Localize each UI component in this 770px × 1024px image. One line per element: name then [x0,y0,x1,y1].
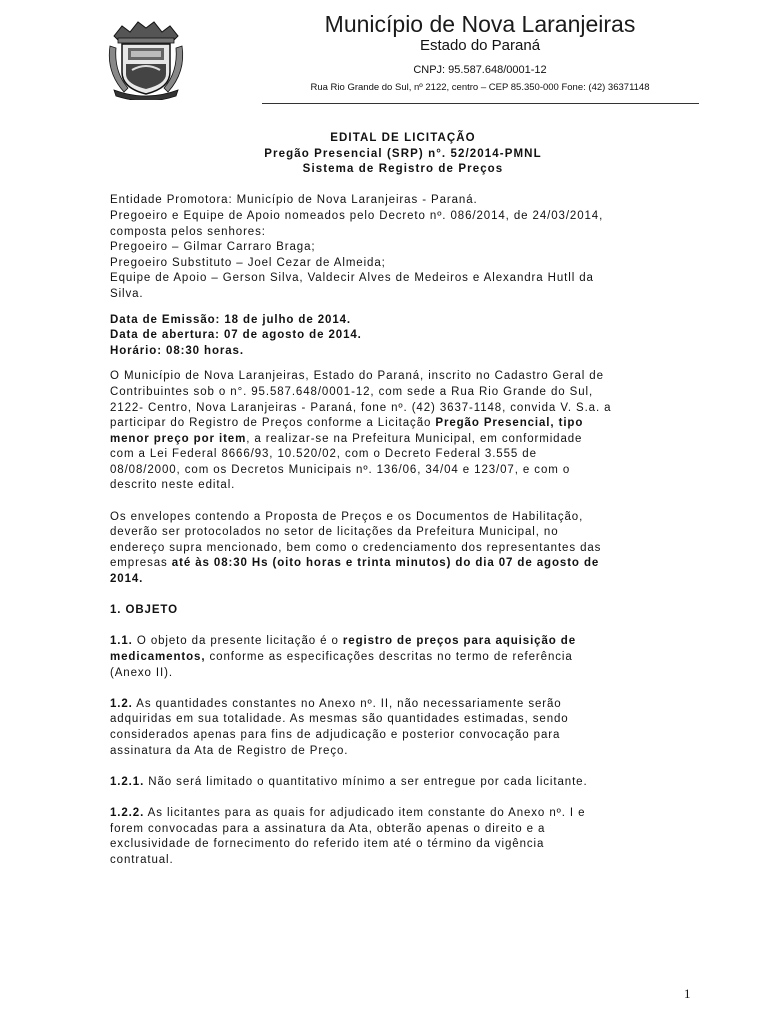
text-run: , a realizar-se na Prefeitura Municipal, em conformidade [246,432,583,445]
text-run: participar do Registro de Preços conforme a Licitação [110,417,436,430]
intro-line: composta pelos senhores: [110,225,266,238]
municipality-title: Município de Nova Laranjeiras [324,11,636,37]
clause-number: 1.2.2. [110,806,145,819]
bold-run: Pregão Presencial, tipo [435,417,584,430]
document-body [110,131,696,868]
intro-line: Pregoeiro – Gilmar Carraro Braga; [110,241,316,254]
bold-run: menor preço por item [110,432,247,445]
paragraph-line: assinatura da Ata de Registro de Preço. [110,744,349,757]
text-run: As licitantes para as quais for adjudicado item constante do Anexo nº. I e [144,806,586,819]
cnpj-text: CNPJ: 95.587.648/0001-12 [413,64,547,76]
page-number: 1 [684,986,691,1001]
paragraph-line: (Anexo II). [110,666,173,679]
paragraph-line: Os envelopes contendo a Proposta de Preços e os Documentos de Habilitação, [110,510,584,523]
letterhead [0,0,770,110]
bold-run: registro de preços para aquisição de [342,635,577,648]
opening-date: Data de abertura: 07 de agosto de 2014. [110,329,362,342]
intro-line: Silva. [110,287,144,300]
paragraph-line [110,416,696,432]
paragraph-line: descrito neste edital. [110,479,236,492]
invitation-paragraph [110,369,696,494]
address-text: Rua Rio Grande do Sul, nº 2122, centro – CEP 85.350-000 Fone: (42) 36371148 [310,82,650,93]
paragraph-line: exclusividade de fornecimento do referido item até o término da vigência [110,838,545,851]
heading-line-3: Sistema de Registro de Preços [302,163,504,176]
text-run: As quantidades constantes no Anexo nº. II, não necessariamente serão [132,697,562,710]
opening-time: Horário: 08:30 horas. [110,344,244,357]
intro-line: Pregoeiro Substituto – Joel Cezar de Almeida; [110,256,386,269]
paragraph-line: 2014. [110,573,144,586]
clause-number: 1.2.1. [110,775,145,788]
municipal-coat-of-arms-icon [104,14,188,100]
paragraph-line: forem convocadas para a assinatura da Ata, obterão apenas o direito e a [110,822,546,835]
clause-1-1 [110,634,696,681]
paragraph-line: endereço supra mencionado, bem como o credenciamento dos representantes das [110,541,602,554]
paragraph-line: 08/08/2000, com os Decretos Municipais nº. 136/06, 34/04 e 123/07, e com o [110,463,571,476]
emission-date: Data de Emissão: 18 de julho de 2014. [110,313,352,326]
paragraph-line [110,697,696,713]
paragraph-line: 2122- Centro, Nova Laranjeiras - Paraná, fone nº. (42) 3637-1148, convida V. S.a. a [110,401,612,414]
clause-1-2 [110,697,696,759]
paragraph-line: com a Lei Federal 8666/93, 10.520/02, com o Decreto Federal 3.555 de [110,448,537,461]
state-subtitle: Estado do Paraná [419,37,541,54]
clause-1-2-1 [110,775,696,791]
header-divider [262,103,699,104]
paragraph-line: considerados apenas para fins de adjudicação e posterior convocação para [110,728,561,741]
paragraph-line [110,775,696,791]
envelopes-paragraph [110,510,696,588]
text-run: conforme as especificações descritas no termo de referência [205,651,573,663]
paragraph-line: deverão ser protocolados no setor de licitações da Prefeitura Municipal, no [110,526,559,539]
clause-number: 1.2. [110,697,133,710]
heading-line-2: Pregão Presencial (SRP) n°. 52/2014-PMNL [264,147,542,160]
section-title-objeto: 1. OBJETO [110,604,178,617]
paragraph-line [110,556,696,572]
document-heading [110,131,696,178]
paragraph-line: Contribuintes sob o n°. 95.587.648/0001-12, com sede a Rua Rio Grande do Sul, [110,385,594,398]
intro-block [110,193,696,302]
text-run: empresas [110,557,172,570]
paragraph-line [110,432,696,448]
paragraph-line: adquiridas em sua totalidade. As mesmas são quantidades estimadas, sendo [110,713,569,726]
clause-1-2-2 [110,806,696,868]
clause-number: 1.1. [110,635,133,648]
paragraph-line: O Município de Nova Laranjeiras, Estado do Paraná, inscrito no Cadastro Geral de [110,370,604,383]
bold-run: até às 08:30 Hs (oito horas e trinta minutos) do dia 07 de agosto de [171,557,600,570]
paragraph-line: contratual. [110,853,174,866]
paragraph-line [110,634,696,650]
dates-block [110,313,696,360]
intro-line: Entidade Promotora: Município de Nova Laranjeiras - Paraná. [110,194,478,207]
text-run: Não será limitado o quantitativo mínimo a ser entregue por cada licitante. [144,775,588,788]
intro-line: Pregoeiro e Equipe de Apoio nomeados pelo Decreto nº. 086/2014, de 24/03/2014, [110,209,604,222]
paragraph-line [110,806,696,822]
paragraph-line [110,650,696,666]
heading-line-1: EDITAL DE LICITAÇÃO [330,132,476,144]
text-run: O objeto da presente licitação é o [132,635,343,648]
bold-run: medicamentos, [110,651,206,663]
intro-line: Equipe de Apoio – Gerson Silva, Valdecir Alves de Medeiros e Alexandra Hutll da [110,272,594,285]
